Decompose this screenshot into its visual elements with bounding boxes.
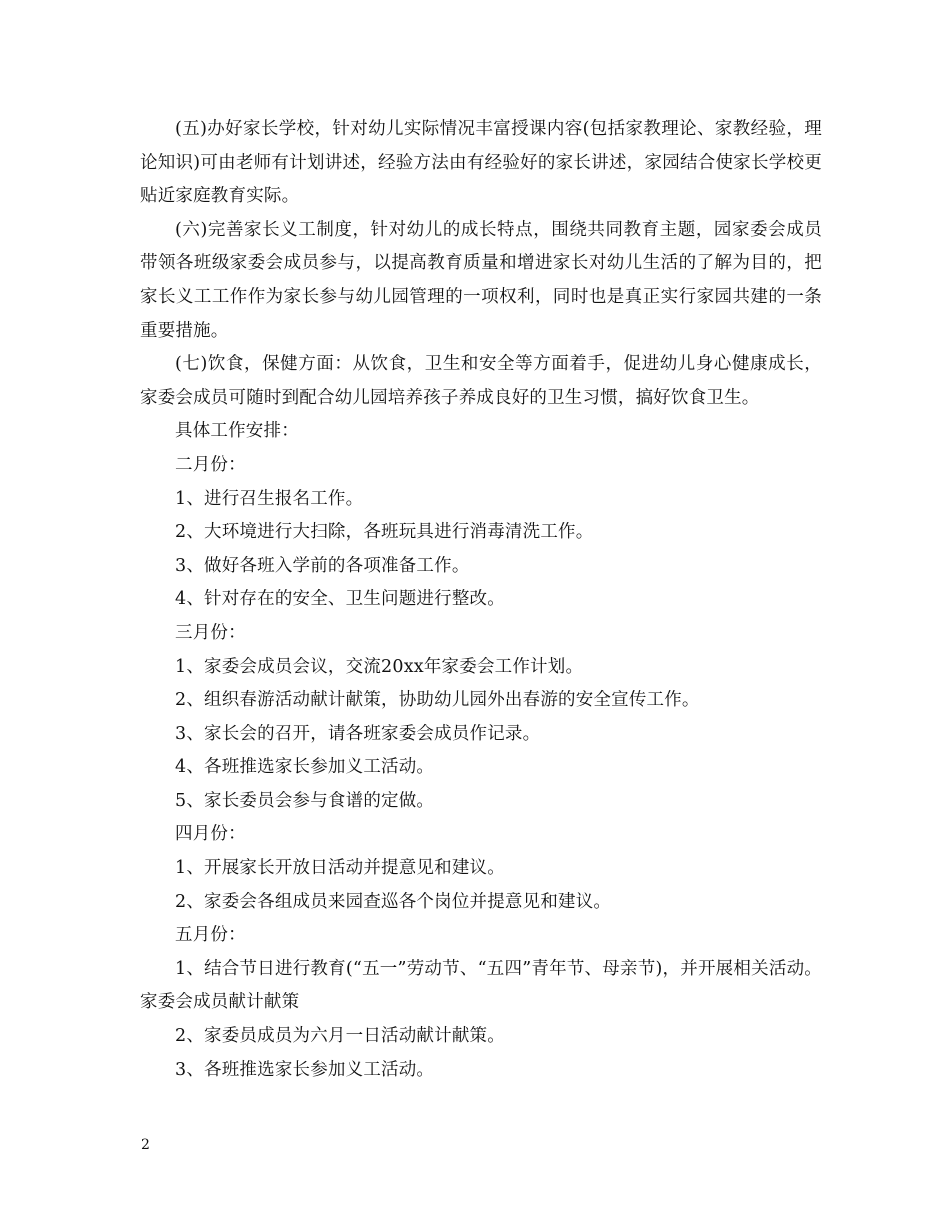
list-item: 2、组织春游活动献计献策，协助幼儿园外出春游的安全宣传工作。 <box>175 690 700 711</box>
list-item: 3、各班推选家长参加义工活动。 <box>175 1059 435 1080</box>
month-heading-march: 三月份： <box>175 622 246 643</box>
page-number: 2 <box>141 1137 150 1153</box>
list-item: 1、家委会成员会议，交流20xx年家委会工作计划。 <box>175 656 584 677</box>
list-item: 3、做好各班入学前的各项准备工作。 <box>175 555 470 576</box>
month-heading-april: 四月份： <box>175 824 246 845</box>
list-item: 1、进行召生报名工作。 <box>175 488 364 509</box>
list-item: 5、家长委员会参与食谱的定做。 <box>175 790 435 811</box>
list-item: 2、家委员成员为六月一日活动献计献策。 <box>175 1026 505 1047</box>
list-item: 3、家长会的召开，请各班家委会成员作记录。 <box>175 723 541 744</box>
document-body <box>140 113 822 1087</box>
list-item: 1、开展家长开放日活动并提意见和建议。 <box>175 858 505 879</box>
month-heading-february: 二月份： <box>175 454 246 475</box>
paragraph-7-diet-health: (七)饮食，保健方面：从饮食，卫生和安全等方面着手，促进幼儿身心健康成长，家委会成员可随时到配合幼儿园培养孩子养成良好的卫生习惯，搞好饮食卫生。 <box>140 354 822 408</box>
list-item: 2、家委会各组成员来园查巡各个岗位并提意见和建议。 <box>175 891 612 912</box>
list-item: 4、各班推选家长参加义工活动。 <box>175 757 435 778</box>
list-item: 4、针对存在的安全、卫生问题进行整改。 <box>175 589 505 610</box>
paragraph-5-parent-school: (五)办好家长学校，针对幼儿实际情况丰富授课内容(包括家教理论、家教经验，理论知识)可由老师有计划讲述，经验方法由有经验好的家长讲述，家园结合使家长学校更贴近家庭教育实际。 <box>140 119 822 207</box>
list-item: 1、结合节日进行教育(“五一”劳动节、“五四”青年节、母亲节)，并开展相关活动。家委会成员献计献策 <box>140 958 822 1013</box>
list-item: 2、大环境进行大扫除，各班玩具进行消毒清洗工作。 <box>175 522 594 543</box>
month-heading-may: 五月份： <box>175 925 246 946</box>
schedule-heading: 具体工作安排： <box>175 421 299 442</box>
paragraph-6-volunteer-system: (六)完善家长义工制度，针对幼儿的成长特点，围绕共同教育主题，园家委会成员带领各班级家委会成员参与，以提高教育质量和增进家长对幼儿生活的了解为目的，把家长义工工作作为家长参与幼儿园管理的一项权利，同时也是真正实行家园共建的一条重要措施。 <box>140 219 822 341</box>
